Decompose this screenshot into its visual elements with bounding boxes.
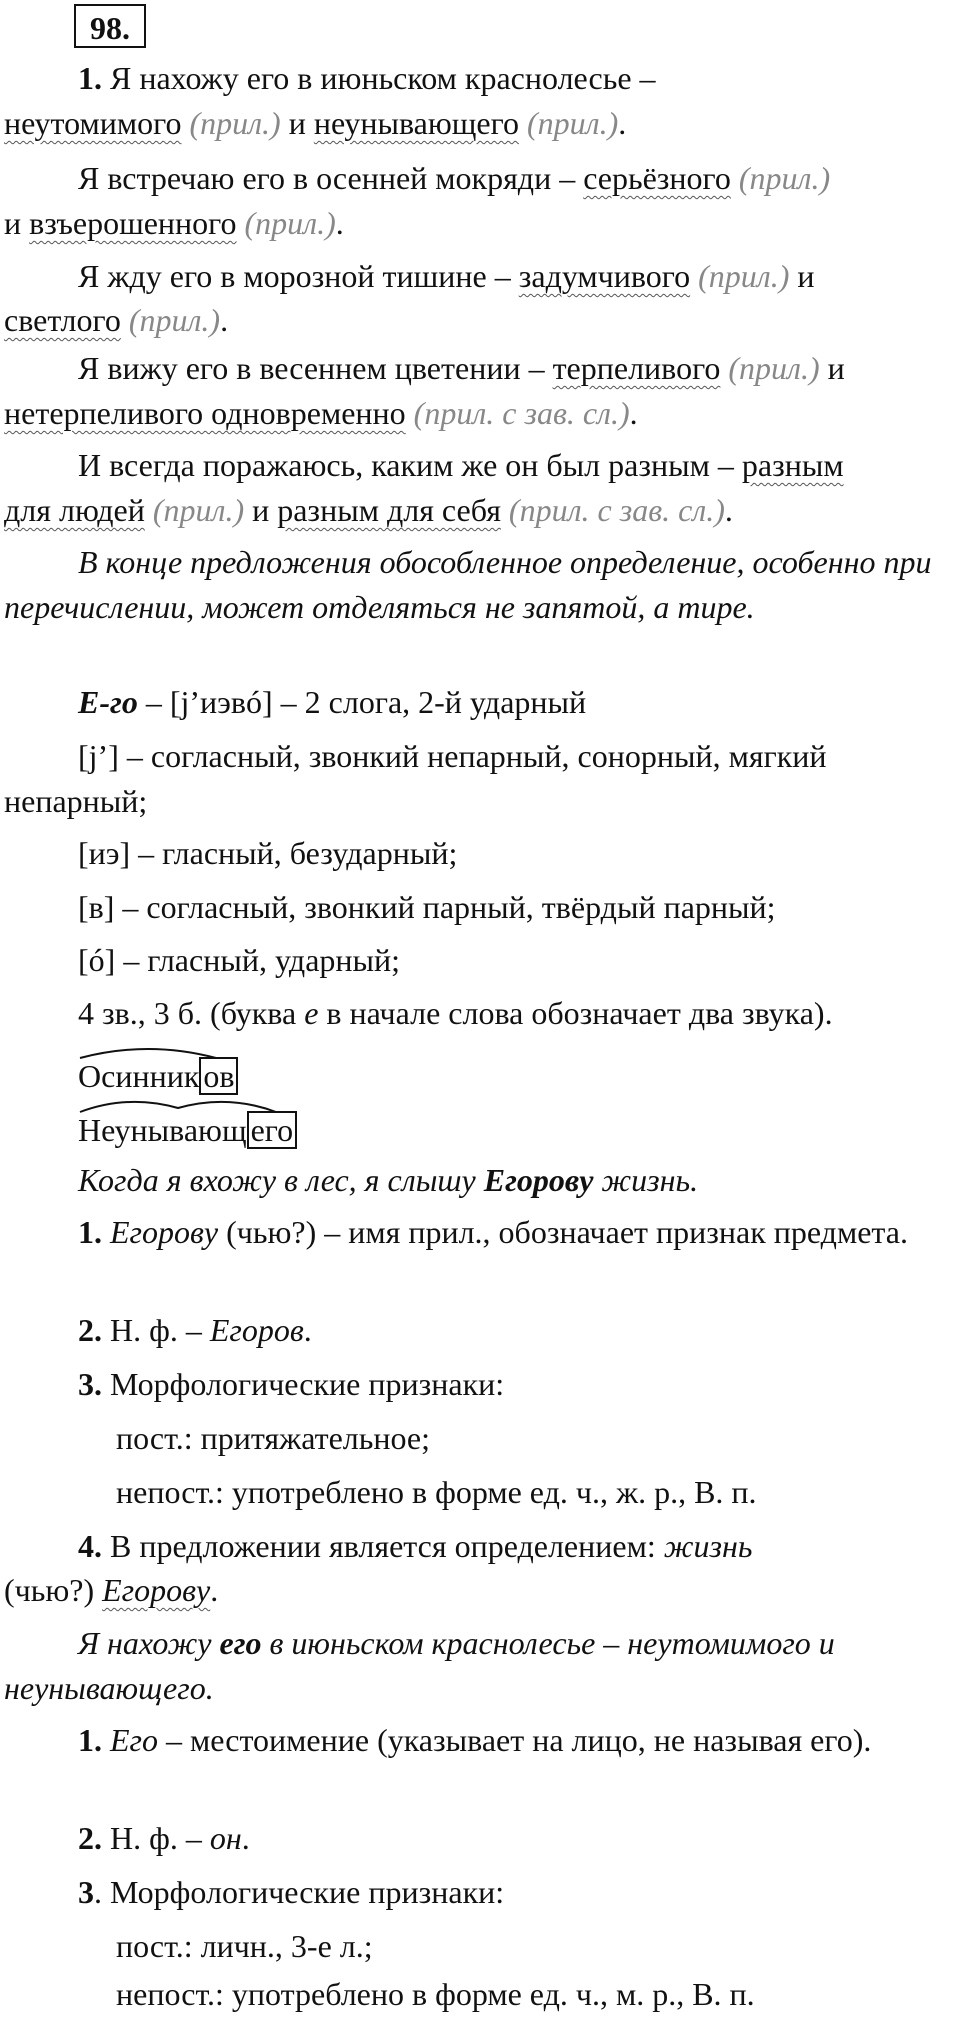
conjunction: и bbox=[789, 258, 815, 294]
part-of-speech: (прил.) bbox=[120, 302, 221, 338]
text: 4 зв., 3 б. (буква bbox=[78, 995, 305, 1031]
analysis-2-item-2 bbox=[4, 1816, 956, 1861]
punctuation: . bbox=[724, 492, 733, 528]
analyzed-word: его bbox=[219, 1625, 262, 1661]
conjunction: и bbox=[4, 205, 30, 241]
adjective-phrase: разным для себя bbox=[277, 492, 501, 528]
paragraph-2-line-2 bbox=[4, 201, 956, 246]
text: . Морфологические признаки: bbox=[94, 1874, 505, 1910]
word: жизнь bbox=[663, 1528, 753, 1564]
sound-3: [в] – согласный, звонкий парный, твёрдый парный; bbox=[78, 889, 776, 925]
conjunction: и bbox=[819, 350, 845, 386]
adjective: неунывающего bbox=[313, 105, 519, 141]
root bbox=[78, 1046, 199, 1099]
item-number: 4. bbox=[78, 1528, 102, 1564]
morpheme-word-2 bbox=[78, 1100, 297, 1153]
analysis-1-item-4 bbox=[4, 1524, 956, 1569]
text: – местоимение (указывает на лицо, не называя его). bbox=[158, 1722, 872, 1758]
paragraph-2 bbox=[4, 156, 956, 201]
root bbox=[78, 1100, 247, 1153]
phonetic-summary bbox=[4, 991, 956, 1036]
part-of-speech: (прил. с зав. сл.) bbox=[405, 395, 630, 431]
part-of-speech: (прил. с зав. сл.) bbox=[500, 492, 725, 528]
analysis-2-item-1 bbox=[4, 1718, 956, 1763]
letter: е bbox=[304, 995, 319, 1031]
analysis-2-sentence bbox=[4, 1621, 956, 1711]
conjunction: и bbox=[280, 105, 314, 141]
sound-4: [ó] – гласный, ударный; bbox=[78, 942, 401, 978]
adjective: терпеливого bbox=[552, 350, 721, 386]
word: он bbox=[209, 1820, 242, 1856]
analysis-2-nonpermanent: непост.: употреблено в форме ед. ч., м. р., В. п. bbox=[116, 1976, 755, 2012]
punctuation: . bbox=[618, 105, 627, 141]
text: (чью?) – имя прил., обозначает признак предмета. bbox=[218, 1214, 908, 1250]
analysis-2-permanent: пост.: личн., 3-е л.; bbox=[116, 1928, 373, 1964]
text: Я вижу его в весеннем цветении – bbox=[78, 350, 553, 386]
analysis-1-item-4-line-2 bbox=[4, 1568, 956, 1613]
word: Егоров bbox=[209, 1312, 304, 1348]
text: жизнь. bbox=[593, 1162, 699, 1198]
text: Я встречаю его в осенней мокряди – bbox=[78, 160, 584, 196]
analysis-2-item-3 bbox=[4, 1870, 956, 1915]
root-arc bbox=[78, 1046, 218, 1060]
analysis-1-permanent: пост.: притяжательное; bbox=[116, 1420, 430, 1456]
part-of-speech: (прил.) bbox=[730, 160, 831, 196]
part-of-speech: (прил.) bbox=[690, 258, 790, 294]
item-number: 1. bbox=[78, 1214, 102, 1250]
item-number: 3 bbox=[78, 1874, 94, 1910]
analysis-1-item-1 bbox=[4, 1210, 956, 1255]
punctuation: . bbox=[629, 395, 638, 431]
word bbox=[78, 1046, 238, 1099]
morpheme-word-1 bbox=[78, 1046, 238, 1099]
root-arc bbox=[78, 1100, 278, 1114]
rule-note: В конце предложения обособленное определение, особенно при перечислении, может отделяться не запятой, а тире. bbox=[4, 544, 932, 625]
text: Н. ф. – bbox=[102, 1312, 210, 1348]
conjunction: и bbox=[244, 492, 278, 528]
text: Н. ф. – bbox=[102, 1820, 210, 1856]
text: Я жду его в морозной тишине – bbox=[78, 258, 519, 294]
punctuation: . bbox=[220, 302, 229, 338]
paragraph-4-line-2 bbox=[4, 391, 956, 436]
punctuation: . bbox=[241, 1820, 250, 1856]
punctuation: . bbox=[335, 205, 344, 241]
paragraph-4 bbox=[4, 346, 956, 391]
adjective: взъерошенного bbox=[29, 205, 237, 241]
item-number: 1. bbox=[78, 1722, 102, 1758]
part-of-speech: (прил.) bbox=[144, 492, 245, 528]
sound-2: [иэ] – гласный, безударный; bbox=[78, 835, 458, 871]
analyzed-word: Егорову bbox=[483, 1162, 594, 1198]
root-text: Осинник bbox=[78, 1058, 200, 1094]
adjective: неутомимого bbox=[4, 105, 182, 141]
text: В предложении является определением: bbox=[102, 1528, 664, 1564]
paragraph-5 bbox=[4, 443, 956, 488]
item-number: 2. bbox=[78, 1312, 102, 1348]
paragraph-3-line-2 bbox=[4, 298, 956, 343]
text: (чью?) bbox=[4, 1572, 103, 1608]
paragraph-3 bbox=[4, 254, 956, 299]
text: в июньском краснолесье – неутомимого и неунывающего. bbox=[4, 1625, 835, 1706]
paragraph-1 bbox=[4, 56, 956, 101]
part-of-speech: (прил.) bbox=[181, 105, 281, 141]
ending: ов bbox=[199, 1057, 238, 1095]
analysis-1-nonpermanent: непост.: употреблено в форме ед. ч., ж. р., В. п. bbox=[116, 1474, 757, 1510]
root-text: Неунывающ bbox=[78, 1112, 247, 1148]
punctuation: . bbox=[303, 1312, 312, 1348]
phonetic-header bbox=[4, 680, 956, 725]
text: И всегда поражаюсь, каким же он был разным – bbox=[78, 447, 742, 483]
text: Я нахожу bbox=[78, 1625, 220, 1661]
text: Когда я вхожу в лес, я слышу bbox=[78, 1162, 484, 1198]
adjective-phrase: нетерпеливого одновременно bbox=[4, 395, 406, 431]
adjective-phrase: разным bbox=[741, 447, 844, 483]
adjective-phrase: для людей bbox=[4, 492, 145, 528]
word: Его bbox=[110, 1722, 159, 1758]
text: в начале слова обозначает два звука). bbox=[318, 995, 833, 1031]
item-number: 1. bbox=[78, 60, 102, 96]
sound-1: [j’] – согласный, звонкий непарный, сонорный, мягкий непарный; bbox=[4, 738, 827, 819]
transcription: – [j’иэвó] – 2 слога, 2-й ударный bbox=[137, 684, 587, 720]
adjective: светлого bbox=[4, 302, 121, 338]
phonetic-word: Е-го bbox=[78, 684, 138, 720]
analysis-1-item-2 bbox=[4, 1308, 956, 1353]
paragraph-5-line-2 bbox=[4, 488, 956, 533]
word bbox=[78, 1100, 297, 1153]
part-of-speech: (прил.) bbox=[236, 205, 336, 241]
word: Егорову bbox=[102, 1572, 211, 1608]
item-number: 2. bbox=[78, 1820, 102, 1856]
text: Я нахожу его в июньском краснолесье – bbox=[102, 60, 656, 96]
ending: его bbox=[247, 1111, 298, 1149]
adjective: задумчивого bbox=[518, 258, 691, 294]
adjective: серьёзного bbox=[583, 160, 731, 196]
text: Морфологические признаки: bbox=[102, 1366, 505, 1402]
analysis-1-sentence bbox=[4, 1158, 956, 1203]
word: Егорову bbox=[110, 1214, 219, 1250]
paragraph-1-line-2 bbox=[4, 101, 956, 146]
item-number: 3. bbox=[78, 1366, 102, 1402]
part-of-speech: (прил.) bbox=[518, 105, 619, 141]
punctuation: . bbox=[210, 1572, 219, 1608]
part-of-speech: (прил.) bbox=[720, 350, 820, 386]
exercise-number: 98. bbox=[74, 4, 146, 48]
analysis-1-item-3 bbox=[4, 1362, 956, 1407]
